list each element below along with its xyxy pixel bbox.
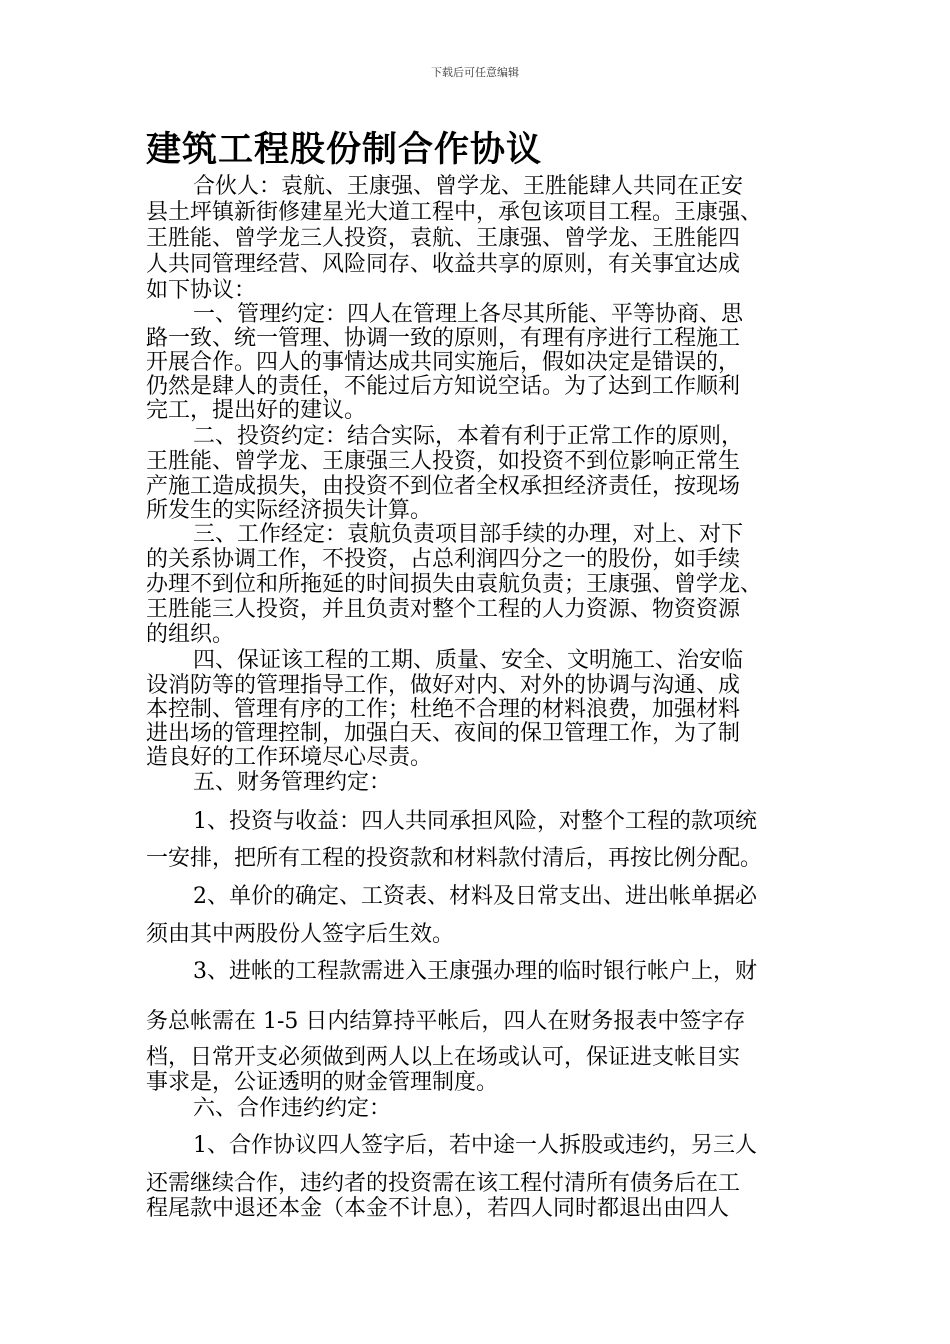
text-line: 本控制、管理有序的工作；杜绝不合理的材料浪费，加强材料 (146, 697, 741, 722)
text-line: 办理不到位和所拖延的时间损失由袁航负责；王康强、曾学龙、 (146, 572, 763, 597)
text-line: 县土坪镇新街修建星光大道工程中，承包该项目工程。王康强、 (146, 200, 763, 225)
text-line: 务总帐需在 1-5 日内结算持平帐后，四人在财务报表中签字存 (146, 1009, 746, 1034)
text-line: 路一致、统一管理、协调一致的原则，有理有序进行工程施工 (146, 326, 741, 351)
text-line: 还需继续合作，违约者的投资需在该工程付清所有债务后在工 (146, 1171, 741, 1196)
text-line: 1、投资与收益：四人共同承担风险，对整个工程的款项统 (193, 809, 757, 834)
text-line: 三、工作经定：袁航负责项目部手续的办理，对上、对下 (193, 522, 744, 547)
text-line: 仍然是肆人的责任，不能过后方知说空话。为了达到工作顺利 (146, 374, 741, 399)
text-line: 2、单价的确定、工资表、材料及日常支出、进出帐单据必 (193, 884, 757, 909)
text-line: 档，日常开支必须做到两人以上在场或认可，保证进支帐目实 (146, 1045, 741, 1070)
document-title: 建筑工程股份制合作协议 (146, 129, 543, 170)
text-line: 的组织。 (146, 622, 235, 647)
text-line: 完工，提出好的建议。 (146, 398, 367, 423)
text-line: 五、财务管理约定： (193, 770, 392, 795)
text-line: 进出场的管理控制，加强白天、夜间的保卫管理工作，为了制 (146, 721, 741, 746)
text-line: 合伙人：袁航、王康强、曾学龙、王胜能肆人共同在正安 (193, 174, 744, 199)
text-line: 的关系协调工作，不投资，占总利润四分之一的股份，如手续 (146, 547, 741, 572)
text-line: 如下协议： (146, 278, 257, 303)
text-line: 四、保证该工程的工期、质量、安全、文明施工、治安临 (193, 648, 744, 673)
text-line: 一安排，把所有工程的投资款和材料款付清后，再按比例分配。 (146, 846, 763, 871)
text-line: 王胜能、曾学龙、王康强三人投资，如投资不到位影响正常生 (146, 449, 741, 474)
text-line: 二、投资约定：结合实际，本着有利于正常工作的原则， (193, 424, 744, 449)
text-line: 程尾款中退还本金（本金不计息），若四人同时都退出由四人 (146, 1196, 730, 1221)
text-line: 1、合作协议四人签字后，若中途一人拆股或违约，另三人 (193, 1133, 757, 1158)
text-line: 设消防等的管理指导工作，做好对内、对外的协调与沟通、成 (146, 673, 741, 698)
text-line: 须由其中两股份人签字后生效。 (146, 922, 455, 947)
text-line: 事求是，公证透明的财金管理制度。 (146, 1070, 499, 1095)
text-line: 王胜能三人投资，并且负责对整个工程的人力资源、物资资源 (146, 597, 741, 622)
text-line: 一、管理约定：四人在管理上各尽其所能、平等协商、思 (193, 302, 744, 327)
text-line: 人共同管理经营、风险同存、收益共享的原则，有关事宜达成 (146, 252, 741, 277)
text-line: 造良好的工作环境尽心尽责。 (146, 745, 433, 770)
text-line: 开展合作。四人的事情达成共同实施后，假如决定是错误的， (146, 350, 741, 375)
text-line: 六、合作违约约定： (193, 1096, 392, 1121)
text-line: 所发生的实际经济损失计算。 (146, 498, 433, 523)
text-line: 产施工造成损失，由投资不到位者全权承担经济责任，按现场 (146, 474, 741, 499)
page-header: 下载后可任意编辑 (431, 66, 519, 79)
text-line: 王胜能、曾学龙三人投资，袁航、王康强、曾学龙、王胜能四 (146, 226, 741, 251)
text-line: 3、进帐的工程款需进入王康强办理的临时银行帐户上，财 (193, 959, 757, 984)
